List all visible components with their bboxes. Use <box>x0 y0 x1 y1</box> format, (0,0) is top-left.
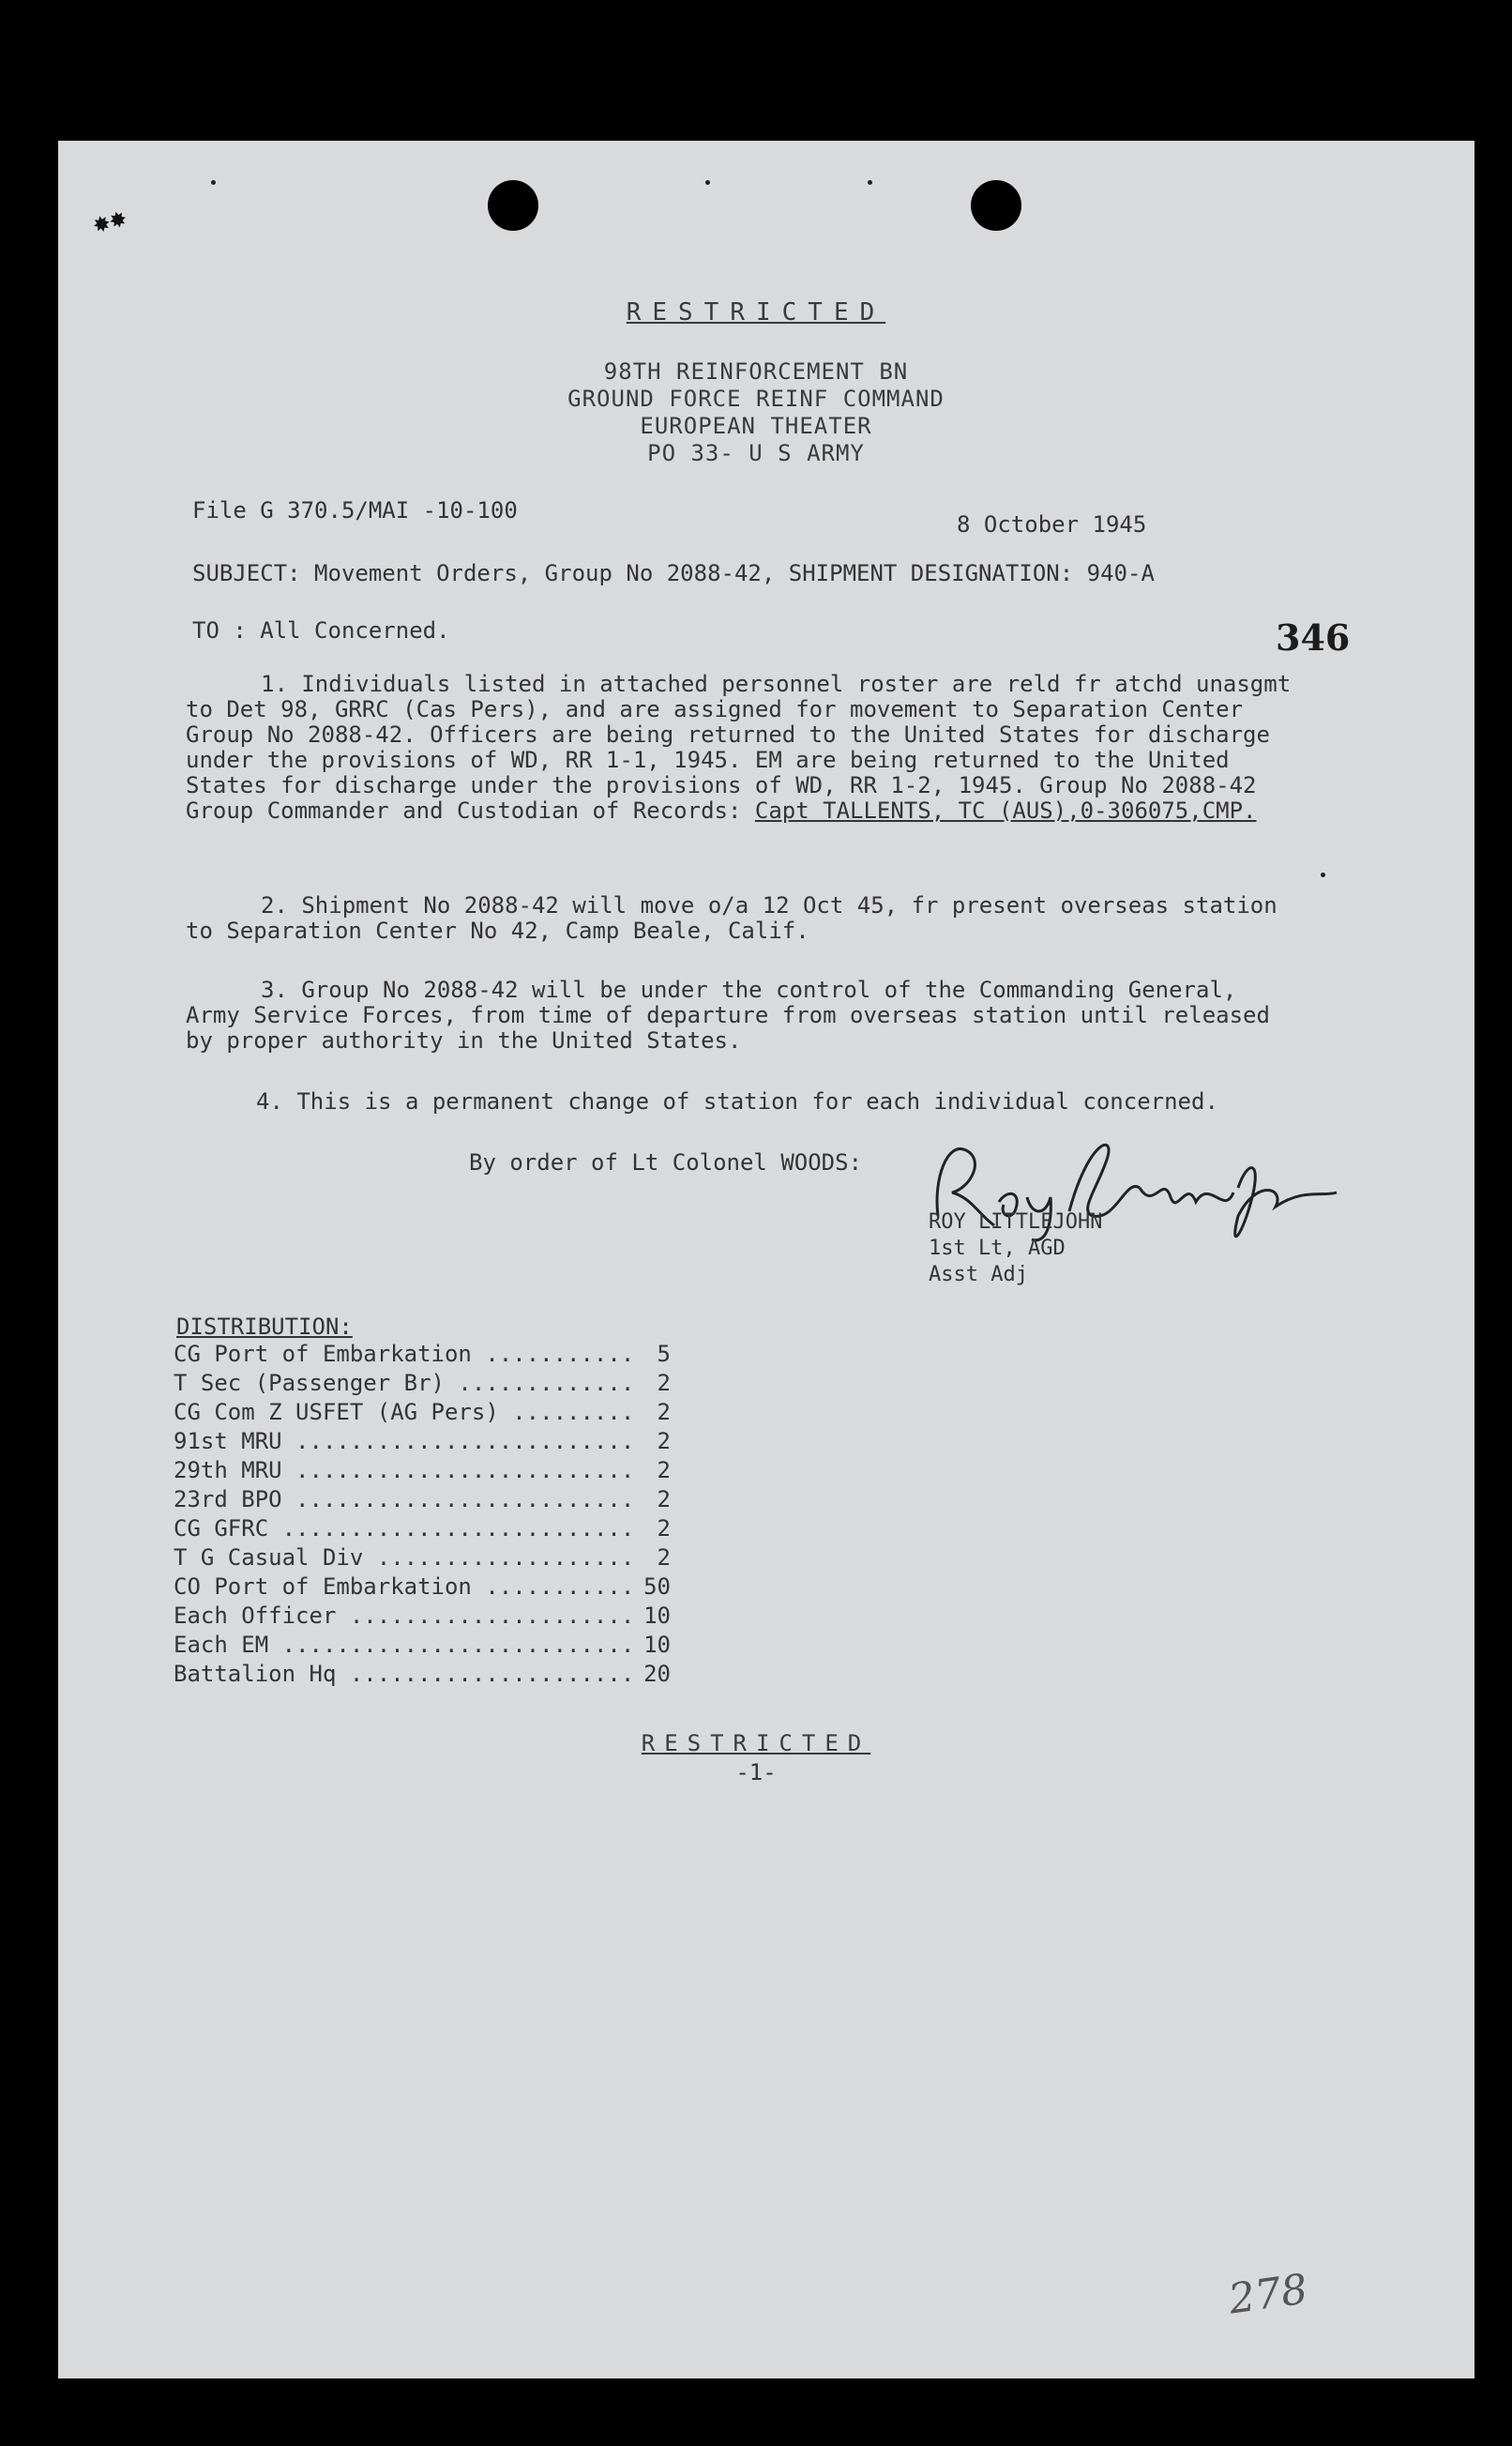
distribution-recipient: CG Port of Embarkation ..... <box>174 1340 633 1369</box>
distribution-recipient: CG GFRC ..... <box>174 1514 633 1543</box>
document-date: 8 October 1945 <box>957 511 1147 538</box>
document-page <box>58 141 1474 2378</box>
distribution-copies: 50 <box>643 1573 671 1600</box>
subject-line: SUBJECT: Movement Orders, Group No 2088-42, SHIPMENT DESIGNATION: 940-A <box>192 560 1155 586</box>
distribution-row <box>174 1398 671 1427</box>
unit-line: EUROPEAN THEATER <box>640 413 872 439</box>
paragraph-line: by proper authority in the United States. <box>186 1027 742 1054</box>
distribution-copies: 2 <box>657 1370 671 1396</box>
signer-title: Asst Adj <box>929 1263 1028 1286</box>
distribution-heading: DISTRIBUTION: <box>176 1314 353 1340</box>
paragraph-4: 4. This is a permanent change of station for each individual concerned. <box>256 1088 1218 1115</box>
file-reference: File G 370.5/MAI -10-100 <box>192 497 518 524</box>
distribution-recipient: Battalion Hq ..... <box>174 1660 633 1689</box>
by-order-line: By order of Lt Colonel WOODS: <box>469 1149 863 1176</box>
ink-blot-mark: ✸✸ <box>88 200 130 241</box>
distribution-copies: 2 <box>657 1486 671 1512</box>
distribution-recipient: 23rd BPO ..... <box>174 1485 633 1514</box>
distribution-recipient: Each Officer ..... <box>174 1602 633 1631</box>
distribution-row <box>174 1485 671 1514</box>
distribution-copies: 2 <box>657 1515 671 1542</box>
paragraph-1 <box>186 672 1291 824</box>
distribution-recipient: T G Casual Div ..... <box>174 1543 633 1572</box>
records-custodian-officer: Capt TALLENTS, TC (AUS),0-306075,CMP. <box>754 798 1257 824</box>
distribution-copies: 10 <box>643 1603 671 1629</box>
distribution-recipient: Each EM ..... <box>174 1631 633 1660</box>
distribution-recipient: CG Com Z USFET (AG Pers) ..... <box>174 1398 633 1427</box>
distribution-copies: 10 <box>643 1632 671 1658</box>
distribution-recipient: T Sec (Passenger Br) ..... <box>174 1369 633 1398</box>
unit-line: 98TH REINFORCEMENT BN <box>603 358 909 385</box>
unit-line: PO 33- U S ARMY <box>647 440 865 466</box>
paragraph-3 <box>186 978 1270 1054</box>
signer-name: ROY LITTLEJOHN <box>929 1210 1103 1234</box>
speck <box>1321 873 1325 877</box>
distribution-row <box>174 1369 671 1398</box>
distribution-row <box>174 1456 671 1485</box>
paragraph-line: Group No 2088-42. Officers are being returned to the United States for discharge <box>186 722 1270 748</box>
addressee-line: TO : All Concerned. <box>192 617 450 644</box>
restricted-footer: RESTRICTED <box>641 1730 871 1756</box>
punch-hole <box>971 180 1021 231</box>
paragraph-line: States for discharge under the provisions of WD, RR 1-2, 1945. Group No 2088-42 <box>186 772 1257 798</box>
page-number: -1- <box>735 1759 777 1785</box>
speck <box>705 180 710 185</box>
signer-rank: 1st Lt, AGD <box>929 1237 1066 1260</box>
distribution-row <box>174 1572 671 1602</box>
page-stamp-number: 346 <box>1276 616 1351 659</box>
distribution-copies: 2 <box>657 1544 671 1571</box>
paragraph-2 <box>186 893 1278 944</box>
distribution-recipient: 91st MRU ..... <box>174 1427 633 1456</box>
distribution-row <box>174 1427 671 1456</box>
distribution-copies: 2 <box>657 1428 671 1454</box>
punch-hole <box>488 180 538 231</box>
distribution-row <box>174 1340 671 1369</box>
distribution-row <box>174 1543 671 1572</box>
distribution-copies: 2 <box>657 1457 671 1483</box>
unit-line: GROUND FORCE REINF COMMAND <box>567 386 945 412</box>
paragraph-line: Army Service Forces, from time of departure from overseas station until released <box>186 1002 1270 1028</box>
unit-heading <box>0 358 1512 467</box>
distribution-copies: 5 <box>657 1341 671 1367</box>
distribution-list <box>174 1340 671 1689</box>
paragraph-line: 2. Shipment No 2088-42 will move o/a 12 Oct 45, fr present overseas station <box>261 892 1278 919</box>
distribution-row <box>174 1660 671 1689</box>
distribution-row <box>174 1602 671 1631</box>
distribution-copies: 20 <box>643 1661 671 1687</box>
paragraph-line <box>186 798 1291 824</box>
handwritten-page-number: 278 <box>1225 2265 1311 2324</box>
distribution-recipient: CO Port of Embarkation ..... <box>174 1572 633 1602</box>
paragraph-line: 3. Group No 2088-42 will be under the control of the Commanding General, <box>261 977 1237 1003</box>
distribution-row <box>174 1514 671 1543</box>
distribution-row <box>174 1631 671 1660</box>
paragraph-line: 1. Individuals listed in attached personnel roster are reld fr atchd unasgmt <box>261 671 1292 697</box>
speck <box>211 180 216 185</box>
distribution-copies: 2 <box>657 1399 671 1425</box>
speck <box>868 180 872 185</box>
restricted-header: RESTRICTED <box>626 298 886 327</box>
paragraph-line: to Separation Center No 42, Camp Beale, Calif. <box>186 918 809 944</box>
records-custodian-label: Group Commander and Custodian of Records: <box>186 798 742 824</box>
distribution-recipient: 29th MRU ..... <box>174 1456 633 1485</box>
paragraph-line: to Det 98, GRRC (Cas Pers), and are assigned for movement to Separation Center <box>186 696 1244 722</box>
paragraph-line: under the provisions of WD, RR 1-1, 1945. EM are being returned to the United <box>186 747 1230 773</box>
